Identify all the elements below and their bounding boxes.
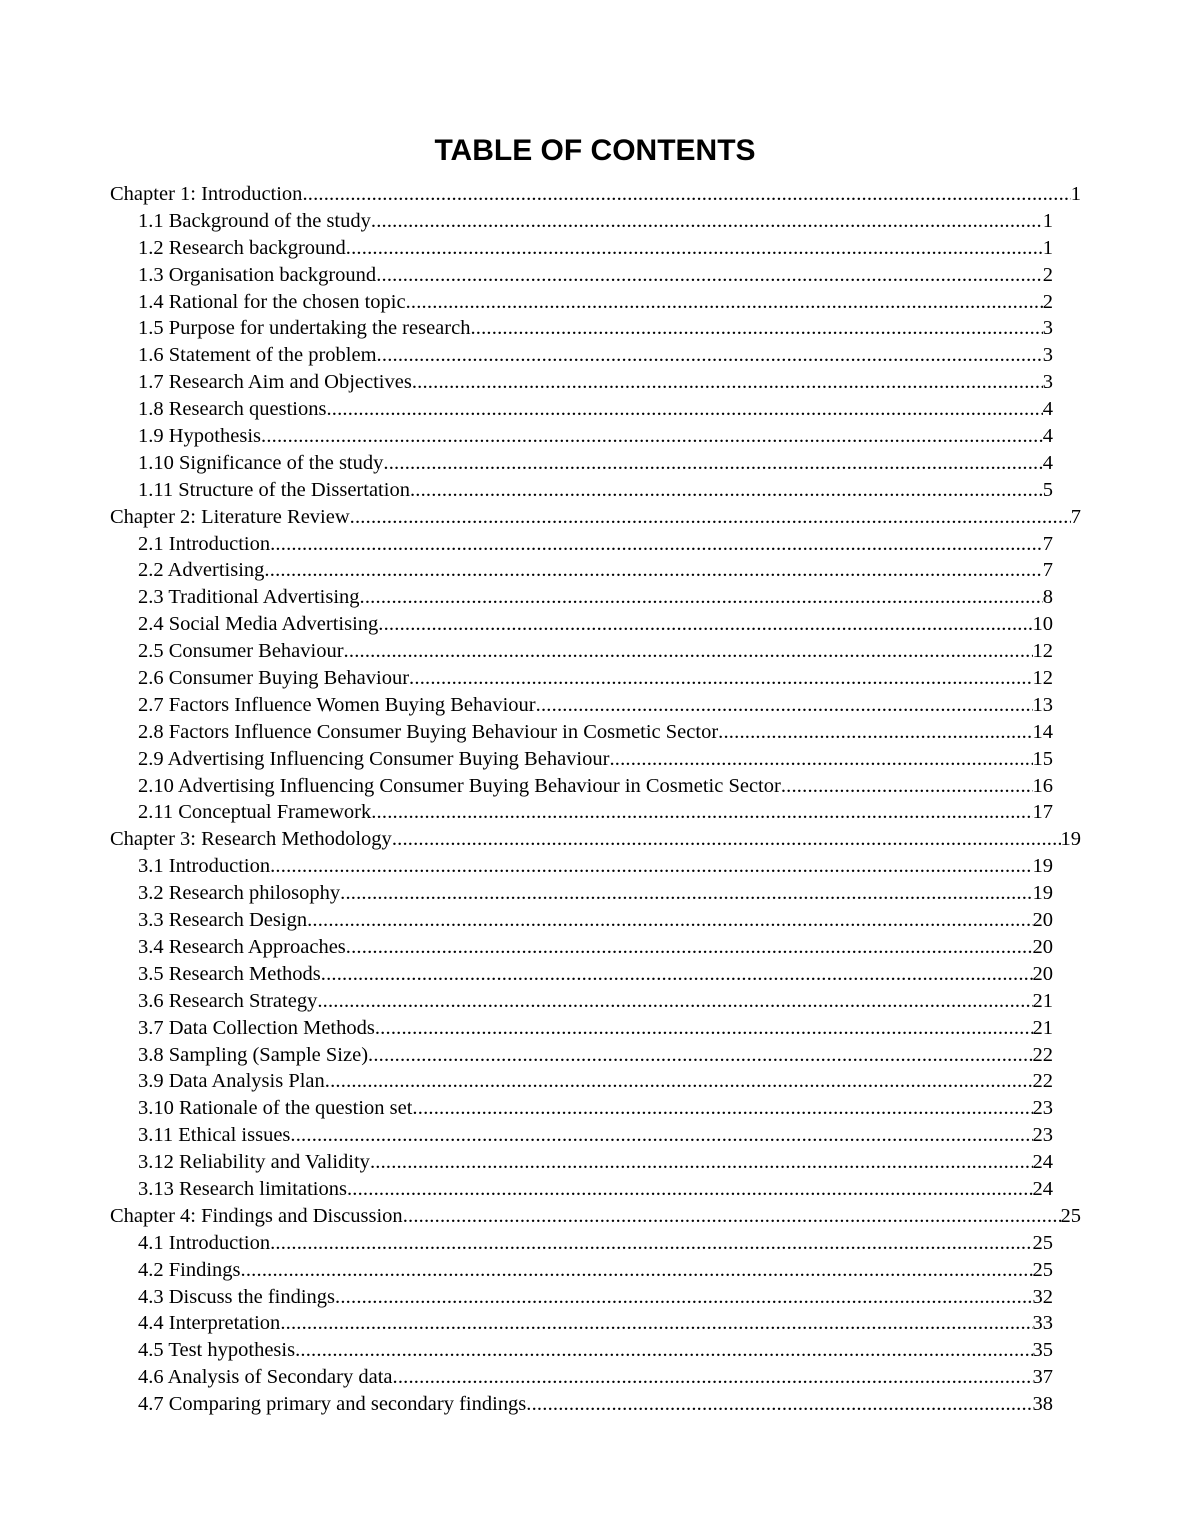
toc-entry-label: 2.9 Advertising Influencing Consumer Buying Behaviour <box>138 747 610 770</box>
toc-section-entry[interactable] <box>110 396 1053 423</box>
toc-dot-leader <box>378 611 1032 638</box>
toc-section-entry[interactable] <box>110 773 1053 800</box>
toc-section-entry[interactable] <box>110 1176 1053 1203</box>
toc-dot-leader <box>326 396 1042 423</box>
toc-section-entry[interactable] <box>110 934 1053 961</box>
toc-entry-label: Chapter 2: Literature Review <box>110 505 350 528</box>
toc-section-entry[interactable] <box>110 853 1053 880</box>
toc-page-number: 20 <box>1032 935 1053 958</box>
toc-dot-leader <box>270 853 1032 880</box>
toc-page-number: 32 <box>1032 1285 1053 1308</box>
toc-section-entry[interactable] <box>110 477 1053 504</box>
toc-entry-label: 1.10 Significance of the study <box>138 451 384 474</box>
toc-dot-leader <box>412 1095 1032 1122</box>
toc-entry-label: 3.10 Rationale of the question set <box>138 1097 413 1120</box>
toc-entry-label: 4.7 Comparing primary and secondary findings <box>138 1393 527 1416</box>
toc-entry-label: 2.6 Consumer Buying Behaviour <box>138 667 410 690</box>
toc-dot-leader <box>270 531 1043 558</box>
toc-entry-label: 2.3 Traditional Advertising <box>138 586 360 609</box>
toc-dot-leader <box>270 1230 1032 1257</box>
toc-entry-label: 1.3 Organisation background <box>138 263 377 286</box>
toc-entry-label: Chapter 3: Research Methodology <box>110 828 392 851</box>
toc-section-entry[interactable] <box>110 289 1053 316</box>
toc-page-number: 2 <box>1042 290 1053 313</box>
toc-entry-label: 2.8 Factors Influence Consumer Buying Behaviour in Cosmetic Sector <box>138 720 719 743</box>
toc-page-number: 4 <box>1042 425 1053 448</box>
toc-page-number: 1 <box>1042 209 1053 232</box>
toc-page-number: 12 <box>1032 640 1053 663</box>
toc-section-entry[interactable] <box>110 907 1053 934</box>
toc-section-entry[interactable] <box>110 1337 1053 1364</box>
toc-entry-label: 3.2 Research philosophy <box>138 882 341 905</box>
toc-chapter-entry[interactable] <box>110 504 1081 531</box>
toc-entry-label: 1.8 Research questions <box>138 398 327 421</box>
toc-entry-label: 3.3 Research Design <box>138 909 308 932</box>
toc-entry-label: 2.10 Advertising Influencing Consumer Buying Behaviour in Cosmetic Sector <box>138 774 781 797</box>
toc-dot-leader <box>302 181 1070 208</box>
toc-entry-label: Chapter 1: Introduction <box>110 183 303 205</box>
toc-dot-leader <box>317 988 1032 1015</box>
toc-chapter-entry[interactable] <box>110 181 1081 208</box>
toc-dot-leader <box>340 880 1032 907</box>
toc-dot-leader <box>290 1122 1032 1149</box>
toc-section-entry[interactable] <box>110 799 1053 826</box>
toc-section-entry[interactable] <box>110 1391 1053 1418</box>
toc-entry-label: 4.5 Test hypothesis <box>138 1339 296 1362</box>
toc-page-number: 17 <box>1032 801 1053 824</box>
toc-section-entry[interactable] <box>110 692 1053 719</box>
toc-dot-leader <box>609 746 1032 773</box>
toc-page-number: 7 <box>1042 532 1053 555</box>
toc-page-number: 19 <box>1032 855 1053 878</box>
toc-page-number: 4 <box>1042 451 1053 474</box>
toc-page-number: 24 <box>1032 1177 1053 1200</box>
toc-section-entry[interactable] <box>110 531 1053 558</box>
toc-entry-label: 3.9 Data Analysis Plan <box>138 1070 325 1093</box>
toc-dot-leader <box>526 1391 1032 1418</box>
toc-page-number: 25 <box>1032 1258 1053 1281</box>
toc-page-number: 21 <box>1032 989 1053 1012</box>
toc-dot-leader <box>368 1042 1032 1069</box>
toc-dot-leader <box>410 477 1043 504</box>
toc-entry-label: 4.4 Interpretation <box>138 1312 281 1335</box>
toc-entry-label: 2.11 Conceptual Framework <box>138 801 372 824</box>
toc-entry-label: 1.1 Background of the study <box>138 209 371 232</box>
toc-entry-label: 3.8 Sampling (Sample Size) <box>138 1043 369 1066</box>
toc-section-entry[interactable] <box>110 638 1053 665</box>
toc-dot-leader <box>344 638 1033 665</box>
toc-section-entry[interactable] <box>110 450 1053 477</box>
toc-dot-leader <box>470 315 1042 342</box>
toc-section-entry[interactable] <box>110 719 1053 746</box>
toc-section-entry[interactable] <box>110 208 1053 235</box>
toc-section-entry[interactable] <box>110 1257 1053 1284</box>
toc-dot-leader <box>536 692 1033 719</box>
toc-page-number: 22 <box>1032 1043 1053 1066</box>
toc-section-entry[interactable] <box>110 1042 1053 1069</box>
toc-entry-label: 1.7 Research Aim and Objectives <box>138 371 412 394</box>
toc-dot-leader <box>346 934 1033 961</box>
toc-page-number: 37 <box>1032 1366 1053 1389</box>
toc-entry-label: 1.2 Research background <box>138 236 346 259</box>
toc-dot-leader <box>409 665 1032 692</box>
toc-section-entry[interactable] <box>110 1284 1053 1311</box>
toc-entry-label: 3.6 Research Strategy <box>138 989 318 1012</box>
toc-entry-label: 3.13 Research limitations <box>138 1177 347 1200</box>
toc-dot-leader <box>295 1337 1032 1364</box>
toc-page-number: 22 <box>1032 1070 1053 1093</box>
toc-section-entry[interactable] <box>110 1095 1053 1122</box>
toc-section-entry[interactable] <box>110 988 1053 1015</box>
toc-page-number: 8 <box>1042 586 1053 609</box>
toc-section-entry[interactable] <box>110 961 1053 988</box>
toc-entry-label: 1.6 Statement of the problem <box>138 344 377 367</box>
toc-entry-label: 2.2 Advertising <box>138 559 265 582</box>
toc-page-number: 20 <box>1032 962 1053 985</box>
toc-entry-label: 3.12 Reliability and Validity <box>138 1151 370 1174</box>
toc-page-number: 7 <box>1070 505 1081 528</box>
toc-dot-leader <box>335 1284 1032 1311</box>
toc-dot-leader <box>412 369 1043 396</box>
toc-entry-label: 4.1 Introduction <box>138 1231 271 1254</box>
toc-chapter-entry[interactable] <box>110 1203 1081 1230</box>
toc-section-entry[interactable] <box>110 880 1053 907</box>
toc-dot-leader <box>325 1068 1033 1095</box>
toc-page-number: 14 <box>1032 720 1053 743</box>
toc-page-number: 35 <box>1032 1339 1053 1362</box>
toc-entry-label: 1.4 Rational for the chosen topic <box>138 290 406 313</box>
toc-page-number: 2 <box>1042 263 1053 286</box>
toc-dot-leader <box>346 235 1043 262</box>
toc-entry-label: 3.11 Ethical issues <box>138 1124 291 1147</box>
toc-section-entry[interactable] <box>110 611 1053 638</box>
toc-dot-leader <box>377 342 1043 369</box>
toc-dot-leader <box>781 773 1033 800</box>
toc-dot-leader <box>347 1176 1033 1203</box>
toc-page-number: 19 <box>1060 828 1081 851</box>
toc-section-entry[interactable] <box>110 1310 1053 1337</box>
toc-section-entry[interactable] <box>110 235 1053 262</box>
toc-dot-leader <box>370 1149 1033 1176</box>
toc-dot-leader <box>376 262 1043 289</box>
toc-page-number: 3 <box>1042 371 1053 394</box>
toc-page-number: 24 <box>1032 1151 1053 1174</box>
toc-section-entry[interactable] <box>110 1122 1053 1149</box>
toc-page-number: 23 <box>1032 1097 1053 1120</box>
toc-dot-leader <box>406 289 1043 316</box>
toc-dot-leader <box>360 584 1043 611</box>
toc-dot-leader <box>403 1203 1061 1230</box>
toc-entry-label: 4.6 Analysis of Secondary data <box>138 1366 393 1389</box>
toc-page-number: 1 <box>1042 236 1053 259</box>
toc-entry-label: 4.2 Findings <box>138 1258 241 1281</box>
toc-entry-label: 1.9 Hypothesis <box>138 425 261 448</box>
toc-page-number: 16 <box>1032 774 1053 797</box>
toc-page-number: 21 <box>1032 1016 1053 1039</box>
toc-section-entry[interactable] <box>110 1068 1053 1095</box>
page-title: TABLE OF CONTENTS <box>434 134 756 167</box>
toc-section-entry[interactable] <box>110 1149 1053 1176</box>
toc-entry-label: 2.5 Consumer Behaviour <box>138 640 344 663</box>
toc-dot-leader <box>718 719 1032 746</box>
toc-dot-leader <box>393 1364 1033 1391</box>
toc-section-entry[interactable] <box>110 315 1053 342</box>
toc-page-number: 38 <box>1032 1393 1053 1416</box>
toc-page-number: 15 <box>1032 747 1053 770</box>
toc-entry-label: 3.7 Data Collection Methods <box>138 1016 375 1039</box>
toc-page-number: 19 <box>1032 882 1053 905</box>
toc-page-number: 4 <box>1042 398 1053 421</box>
toc-page-number: 20 <box>1032 909 1053 932</box>
toc-dot-leader <box>350 504 1071 531</box>
toc-dot-leader <box>241 1257 1033 1284</box>
toc-section-entry[interactable] <box>110 369 1053 396</box>
toc-page-number: 25 <box>1060 1204 1081 1227</box>
toc-dot-leader <box>307 907 1032 934</box>
toc-page-number: 1 <box>1070 183 1081 205</box>
toc-entry-label: 3.5 Research Methods <box>138 962 321 985</box>
toc-section-entry[interactable] <box>110 423 1053 450</box>
toc-page-number: 13 <box>1032 693 1053 716</box>
toc-page-number: 23 <box>1032 1124 1053 1147</box>
toc-page-number: 33 <box>1032 1312 1053 1335</box>
toc-entry-label: 2.7 Factors Influence Women Buying Behaviour <box>138 693 536 716</box>
toc-section-entry[interactable] <box>110 342 1053 369</box>
toc-page-number: 7 <box>1042 559 1053 582</box>
toc-page-number: 10 <box>1032 613 1053 636</box>
toc-section-entry[interactable] <box>110 746 1053 773</box>
toc-dot-leader <box>321 961 1033 988</box>
toc-dot-leader <box>280 1310 1032 1337</box>
toc-dot-leader <box>383 450 1042 477</box>
toc-entry-label: 4.3 Discuss the findings <box>138 1285 336 1308</box>
toc-entry-label: 1.5 Purpose for undertaking the research <box>138 317 471 340</box>
toc-section-entry[interactable] <box>110 665 1053 692</box>
toc-dot-leader <box>371 799 1032 826</box>
toc-entry-label: 2.4 Social Media Advertising <box>138 613 379 636</box>
toc-dot-leader <box>261 423 1043 450</box>
toc-section-entry[interactable] <box>110 1015 1053 1042</box>
toc-entry-label: Chapter 4: Findings and Discussion <box>110 1204 403 1227</box>
toc-section-entry[interactable] <box>110 1364 1053 1391</box>
toc-entry-label: 2.1 Introduction <box>138 532 271 555</box>
toc-page-number: 3 <box>1042 317 1053 340</box>
toc-entry-label: 1.11 Structure of the Dissertation <box>138 478 410 501</box>
toc-section-entry[interactable] <box>110 262 1053 289</box>
toc-dot-leader <box>375 1015 1033 1042</box>
toc-chapter-entry[interactable] <box>110 826 1081 853</box>
toc-section-entry[interactable] <box>110 557 1053 584</box>
toc-page-number: 25 <box>1032 1231 1053 1254</box>
toc-section-entry[interactable] <box>110 584 1053 611</box>
toc-list <box>110 181 1081 1418</box>
toc-dot-leader <box>264 557 1042 584</box>
toc-page-number: 5 <box>1042 478 1053 501</box>
toc-dot-leader <box>392 826 1061 853</box>
toc-page-number: 12 <box>1032 667 1053 690</box>
toc-dot-leader <box>371 208 1043 235</box>
toc-entry-label: 3.4 Research Approaches <box>138 935 346 958</box>
toc-section-entry[interactable] <box>110 1230 1053 1257</box>
toc-entry-label: 3.1 Introduction <box>138 855 271 878</box>
toc-page-number: 3 <box>1042 344 1053 367</box>
